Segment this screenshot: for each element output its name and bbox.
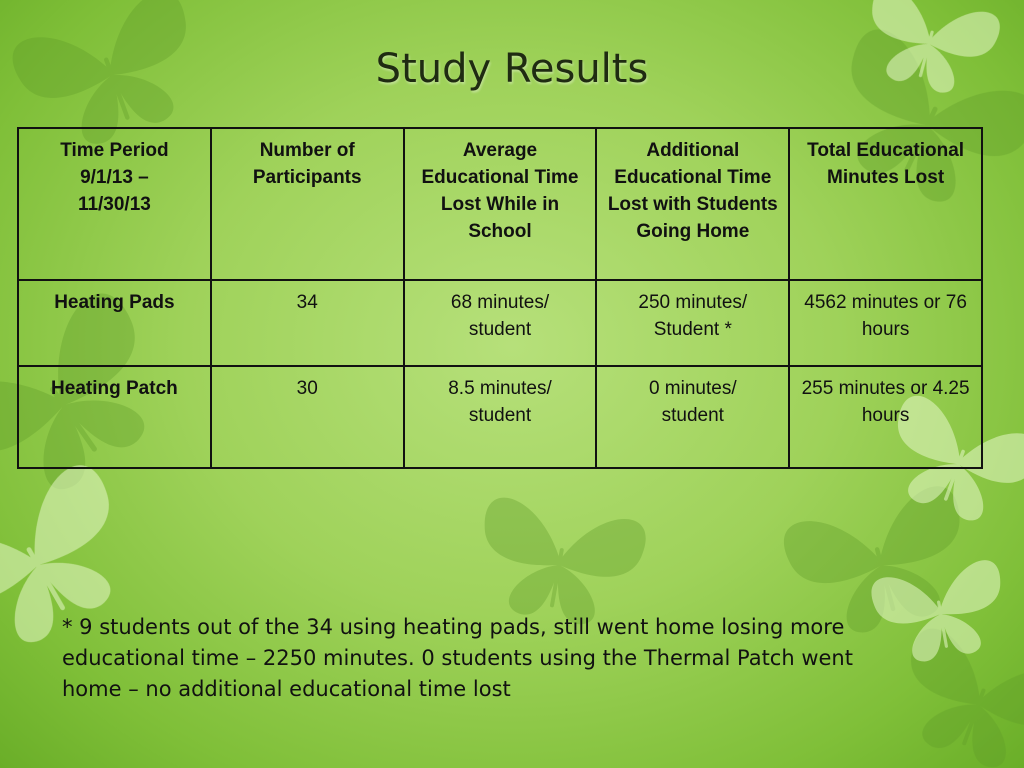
cell-additional-time-lost [596,366,789,468]
table-row [18,366,982,468]
cell-participants: 30 [211,366,404,468]
header-time-period-line: Time Period [60,140,169,161]
header-additional-time-lost [596,128,789,280]
header-participants-text: Number of Participants [252,140,362,188]
cell-text: 0 minutes/ [648,378,737,399]
cell-text: 4562 minutes or 76 hours [804,292,967,340]
table-row [18,280,982,366]
cell-text: student [468,319,532,340]
header-time-period-line: 9/1/13 – [80,167,149,188]
cell-total-lost [789,280,982,366]
header-total-minutes-lost [789,128,982,280]
cell-text: Student * [653,319,732,340]
row-label: Heating Patch [18,366,211,468]
cell-text: 68 minutes/ [450,292,550,313]
results-table [17,127,983,469]
header-participants [211,128,404,280]
header-additional-time-lost-text: Additional Educational Time Lost with Students [607,140,778,215]
row-label: Heating Pads [18,280,211,366]
cell-avg-time-lost [404,280,597,366]
cell-total-lost [789,366,982,468]
cell-text: 8.5 minutes/ [448,378,552,399]
cell-text: 255 minutes or 4.25 hours [801,378,970,426]
slide-title: Study Results [375,46,649,92]
cell-additional-time-lost [596,280,789,366]
cell-participants: 34 [211,280,404,366]
header-total-minutes-lost-text: Total Educational Minutes Lost [807,140,965,188]
header-avg-time-lost-text: Average Educational Time Lost While in School [421,140,579,242]
table-header-row [18,128,982,280]
cell-text: 250 minutes/ [638,292,748,313]
footnote: * 9 students out of the 34 using heating pads, still went home losing more educational time – 2250 minutes. 0 students using the Thermal Patch went home – no additional educational time lost [62,615,853,701]
cell-avg-time-lost [404,366,597,468]
header-additional-time-lost-text: Going Home [636,221,750,242]
header-avg-time-lost [404,128,597,280]
header-time-period [18,128,211,280]
cell-text: student [468,405,532,426]
cell-text: student [661,405,724,426]
header-time-period-line: 11/30/13 [77,194,151,215]
